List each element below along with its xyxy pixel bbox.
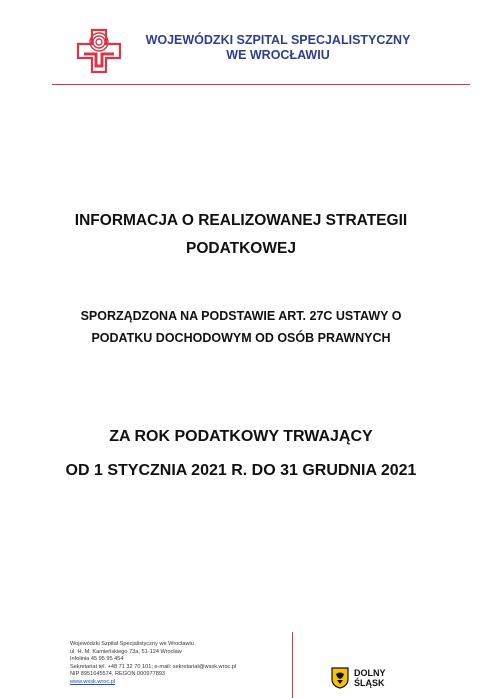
header-divider [52, 84, 470, 85]
region-logo-text [354, 668, 404, 688]
organization-name [128, 33, 428, 63]
footer-divider [292, 632, 293, 698]
footer-tax-ids: NIP 8951645574, REGON 000977893 [70, 671, 166, 678]
document-title-line2: PODATKOWEJ [186, 240, 296, 257]
document-header [0, 0, 482, 90]
region-name-line1: DOLNY [354, 668, 386, 678]
document-title-line1: INFORMACJA O REALIZOWANEJ STRATEGII [74, 212, 408, 229]
footer-secretariat: Sekretariat tel. +48 71 32 70 101; e-mail: sekretariat@wssk.wroc.pl [70, 663, 237, 670]
footer-contact-info [70, 641, 290, 687]
document-subtitle-line1: SPORZĄDZONA NA PODSTAWIE ART. 27C USTAWY O [80, 309, 402, 323]
footer-website-link[interactable]: www.wssk.wroc.pl [70, 678, 116, 685]
tax-year-period [40, 420, 442, 488]
document-subtitle [40, 305, 442, 349]
footer-address: ul. H. M. Kamieńskiego 73a, 51-124 Wrocław [70, 648, 182, 655]
coat-of-arms-icon [331, 667, 349, 689]
organization-name-line1: WOJEWÓDZKI SZPITAL SPECJALISTYCZNY [145, 33, 411, 47]
footer-hotline: Infolinia 45 95 95 454 [70, 656, 124, 663]
document-title [40, 207, 442, 263]
organization-name-line2: WE WROCŁAWIU [226, 48, 330, 62]
tax-year-period-line2: OD 1 STYCZNIA 2021 R. DO 31 GRUDNIA 2021 [65, 462, 417, 479]
tax-year-period-line1: ZA ROK PODATKOWY TRWAJĄCY [109, 428, 373, 445]
hospital-logo-icon [76, 28, 122, 74]
document-subtitle-line2: PODATKU DOCHODOWYM OD OSÓB PRAWNYCH [91, 331, 391, 345]
footer-org-name: Wojewódzki Szpital Specjalistyczny we Wrocławiu [70, 641, 194, 647]
region-name-line2: ŚLĄSK [354, 678, 385, 688]
